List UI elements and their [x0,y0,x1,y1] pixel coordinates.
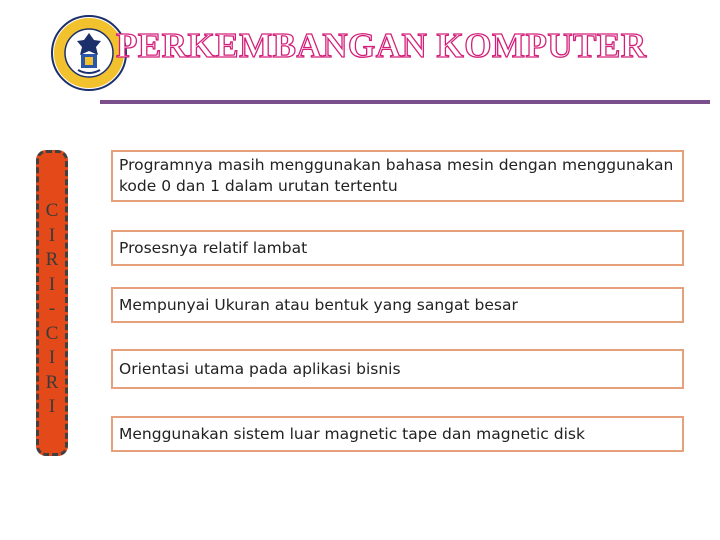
slide-title: PERKEMBANGAN KOMPUTER [116,26,647,65]
side-label-char: I [48,347,56,368]
characteristic-item: Orientasi utama pada aplikasi bisnis [111,349,684,389]
side-label-char: R [45,249,59,270]
side-label [39,199,65,420]
characteristic-item: Programnya masih menggunakan bahasa mesin dengan menggunakan kode 0 dan 1 dalam urutan tertentu [111,150,684,202]
side-label-char: I [48,396,56,417]
title-divider [100,100,710,104]
side-label-char: C [45,322,59,344]
side-label-bar [36,150,68,456]
side-label-char: - [48,298,56,319]
side-label-char: I [48,273,56,295]
side-label-char: R [45,371,59,393]
characteristic-item: Mempunyai Ukuran atau bentuk yang sangat besar [111,287,684,323]
side-label-char: I [48,224,56,246]
side-label-char: C [45,200,59,221]
characteristic-item: Prosesnya relatif lambat [111,230,684,266]
characteristic-item: Menggunakan sistem luar magnetic tape dan magnetic disk [111,416,684,452]
